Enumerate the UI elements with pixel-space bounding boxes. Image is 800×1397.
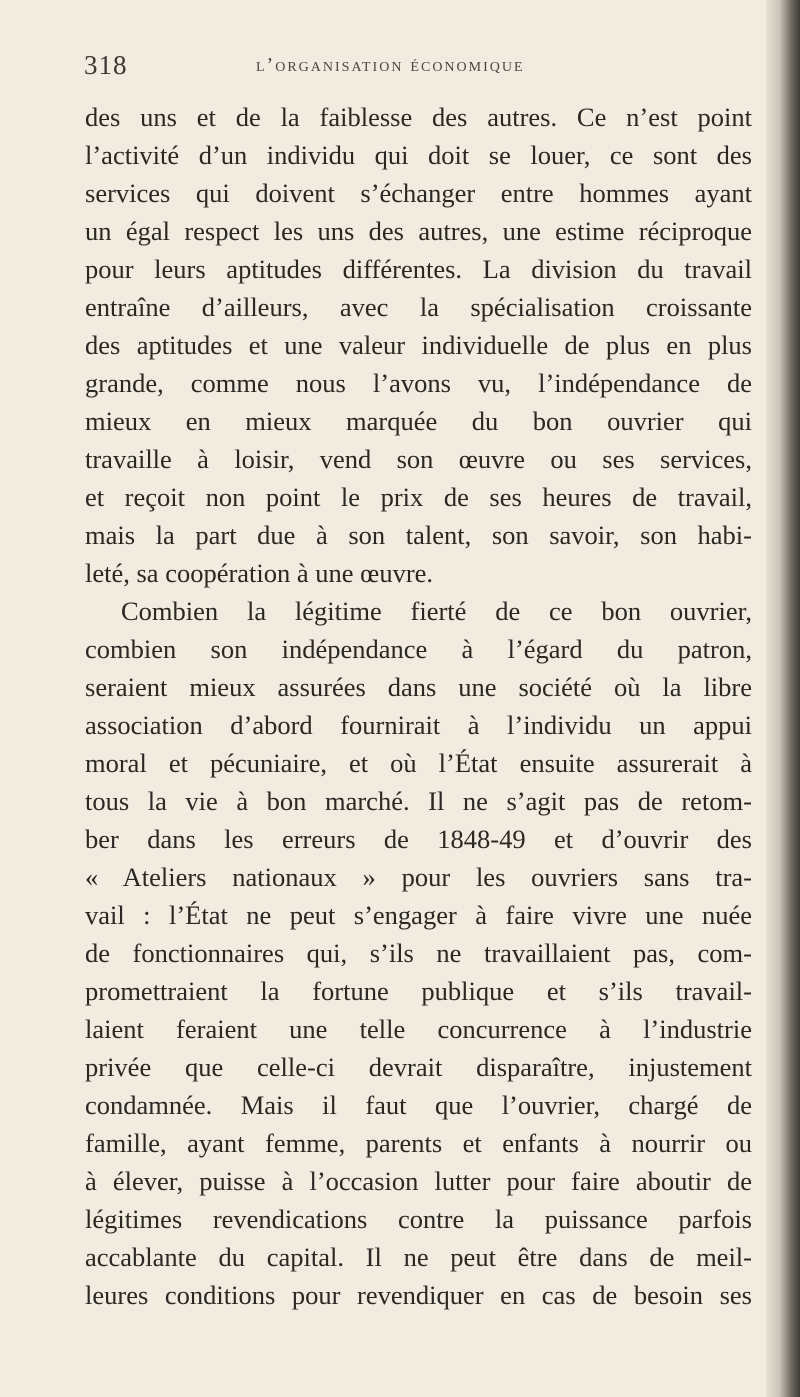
text-line: vail : l’État ne peut s’engager à faire vivre une nuée xyxy=(85,900,752,930)
text-line: des uns et de la faiblesse des autres. Ce n’est point xyxy=(85,102,752,132)
page-binding-edge xyxy=(766,0,800,1397)
text-line: accablante du capital. Il ne peut être dans de meil- xyxy=(85,1242,752,1272)
text-line: combien son indépendance à l’égard du patron, xyxy=(85,634,752,664)
text-line: de fonctionnaires qui, s’ils ne travaillaient pas, com- xyxy=(85,938,752,968)
text-line: privée que celle-ci devrait disparaître, injustement xyxy=(85,1052,752,1082)
paragraph-start-line: Combien la légitime fierté de ce bon ouvrier, xyxy=(121,596,752,626)
text-line: ber dans les erreurs de 1848-49 et d’ouvrir des xyxy=(85,824,752,854)
text-line: l’activité d’un individu qui doit se louer, ce sont des xyxy=(85,140,752,170)
text-line: à élever, puisse à l’occasion lutter pour faire aboutir de xyxy=(85,1166,752,1196)
text-line: seraient mieux assurées dans une société où la libre xyxy=(85,672,752,702)
text-line: des aptitudes et une valeur individuelle de plus en plus xyxy=(85,330,752,360)
page-number: 318 xyxy=(84,50,128,80)
text-line: moral et pécuniaire, et où l’État ensuite assurerait à xyxy=(85,748,752,778)
text-line: « Ateliers nationaux » pour les ouvriers sans tra- xyxy=(85,862,752,892)
running-title: l’organisation économique xyxy=(256,54,525,76)
text-line: travaille à loisir, vend son œuvre ou ses services, xyxy=(85,444,752,474)
text-line: entraîne d’ailleurs, avec la spécialisation croissante xyxy=(85,292,752,322)
page-header xyxy=(84,50,750,84)
text-line: pour leurs aptitudes différentes. La division du travail xyxy=(85,254,752,284)
body-text xyxy=(85,98,752,1314)
text-line: et reçoit non point le prix de ses heures de travail, xyxy=(85,482,752,512)
paragraph-end-line: leté, sa coopération à une œuvre. xyxy=(85,558,434,588)
text-line: laient feraient une telle concurrence à l’industrie xyxy=(85,1014,752,1044)
text-line: association d’abord fournirait à l’individu un appui xyxy=(85,710,752,740)
text-line: promettraient la fortune publique et s’ils travail- xyxy=(85,976,752,1006)
text-line: tous la vie à bon marché. Il ne s’agit pas de retom- xyxy=(85,786,752,816)
text-line: leures conditions pour revendiquer en cas de besoin ses xyxy=(85,1280,752,1310)
text-line: mais la part due à son talent, son savoir, son habi- xyxy=(85,520,752,550)
text-line: mieux en mieux marquée du bon ouvrier qui xyxy=(85,406,752,436)
text-line: un égal respect les uns des autres, une estime réciproque xyxy=(85,216,752,246)
text-line: grande, comme nous l’avons vu, l’indépendance de xyxy=(85,368,752,398)
text-line: famille, ayant femme, parents et enfants à nourrir ou xyxy=(85,1128,752,1158)
text-line: légitimes revendications contre la puissance parfois xyxy=(85,1204,752,1234)
text-line: condamnée. Mais il faut que l’ouvrier, chargé de xyxy=(85,1090,752,1120)
text-line: services qui doivent s’échanger entre hommes ayant xyxy=(85,178,752,208)
